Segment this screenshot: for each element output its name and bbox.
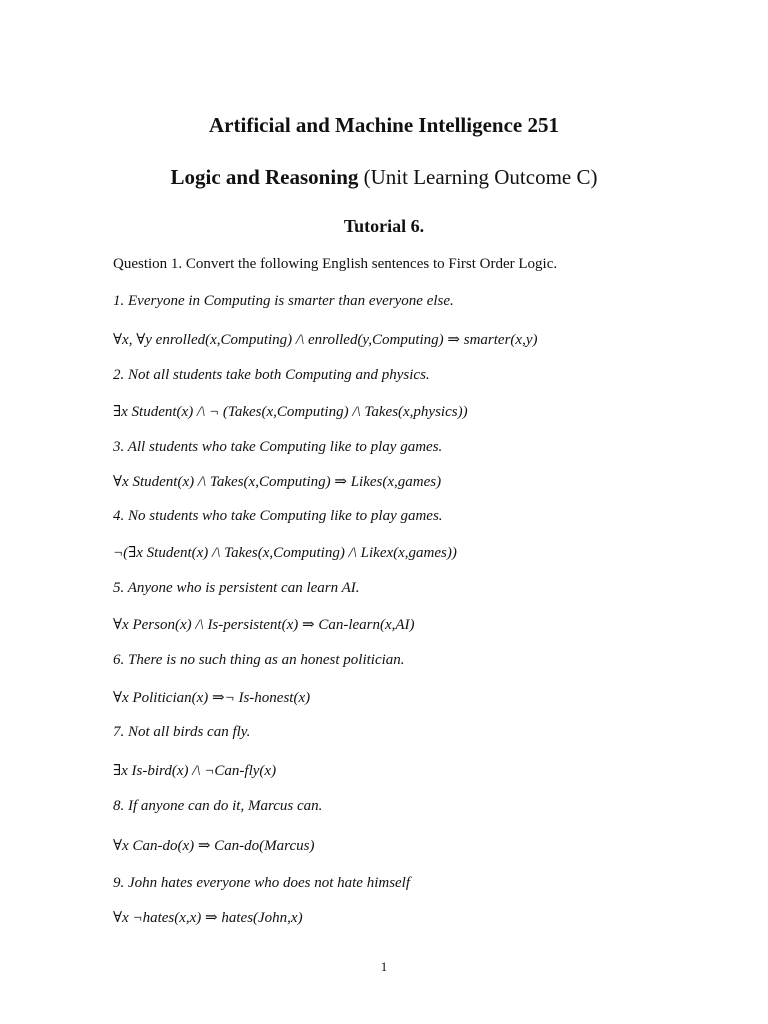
logic-8: ∀x Can-do(x) ⇒ Can-do(Marcus) — [113, 838, 315, 854]
document-subtitle — [0, 165, 768, 190]
logic-9: ∀x ¬hates(x,x) ⇒ hates(John,x) — [113, 910, 303, 926]
document-title: Artificial and Machine Intelligence 251 — [209, 113, 559, 137]
logic-5: ∀x Person(x) /\ Is-persistent(x) ⇒ Can-learn(x,AI) — [113, 617, 415, 633]
sentence-8: 8. If anyone can do it, Marcus can. — [113, 798, 323, 814]
sentence-6: 6. There is no such thing as an honest politician. — [113, 652, 405, 668]
sentence-3: 3. All students who take Computing like to play games. — [113, 439, 443, 455]
logic-2: ∃x Student(x) /\ ¬ (Takes(x,Computing) /\ Takes(x,physics)) — [113, 404, 468, 420]
sentence-1: 1. Everyone in Computing is smarter than everyone else. — [113, 293, 454, 309]
subtitle-outcome: (Unit Learning Outcome C) — [358, 165, 598, 189]
tutorial-heading: Tutorial 6. — [343, 216, 425, 236]
sentence-5: 5. Anyone who is persistent can learn AI. — [113, 580, 360, 596]
logic-7: ∃x Is-bird(x) /\ ¬Can-fly(x) — [113, 763, 277, 779]
logic-1: ∀x, ∀y enrolled(x,Computing) /\ enrolled(y,Computing) ⇒ smarter(x,y) — [113, 332, 538, 348]
logic-6: ∀x Politician(x) ⇒¬ Is-honest(x) — [113, 690, 311, 706]
page-number: 1 — [380, 959, 388, 974]
question-text: Question 1. Convert the following English sentences to First Order Logic. — [113, 256, 558, 272]
sentence-4: 4. No students who take Computing like to play games. — [113, 508, 443, 524]
sentence-7: 7. Not all birds can fly. — [113, 724, 251, 740]
logic-4: ¬(∃x Student(x) /\ Takes(x,Computing) /\ Likex(x,games)) — [113, 545, 457, 561]
logic-3: ∀x Student(x) /\ Takes(x,Computing) ⇒ Likes(x,games) — [113, 474, 442, 490]
sentence-9: 9. John hates everyone who does not hate himself — [113, 875, 411, 891]
sentence-2: 2. Not all students take both Computing and physics. — [113, 367, 430, 383]
subtitle-topic: Logic and Reasoning — [170, 165, 359, 189]
